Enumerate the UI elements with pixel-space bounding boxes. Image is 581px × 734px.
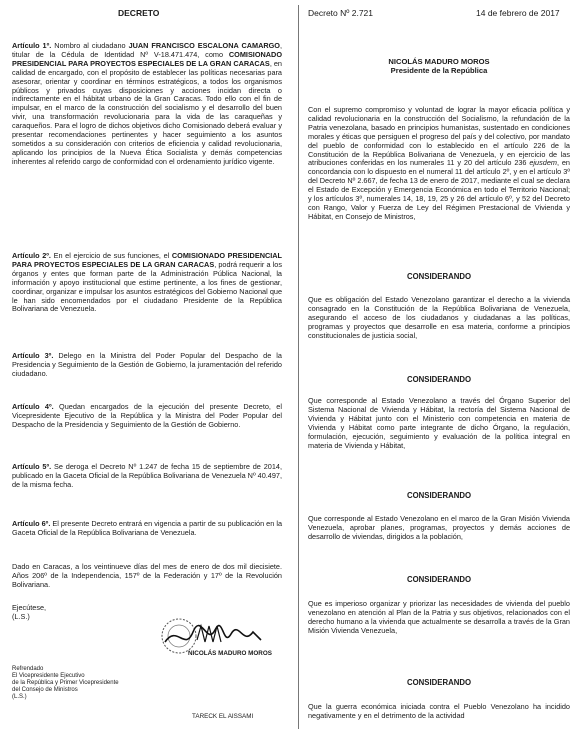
ejecutese-block: Ejecútese, (L.S.) [12, 603, 47, 621]
article-4: Artículo 4º. Quedan encargados de la ejecución del presente Decreto, el Vicepresidente Ejecutivo de la República y la Ministra del Poder Popular del Despacho de la Presidencia y Seguimiento de la Gestión de Gobierno. [12, 402, 282, 429]
considerando-heading: CONSIDERANDO [406, 272, 472, 281]
column-divider [298, 5, 299, 729]
article-6: Artículo 6º. El presente Decreto entrará en vigencia a partir de su publicación en la Gaceta Oficial de la República Bolivariana de Venezuela. [12, 519, 282, 537]
appointee-name: JUAN FRANCISCO ESCALONA CAMARGO [128, 41, 280, 50]
article-label: Artículo 4º. [12, 402, 54, 411]
article-1: Artículo 1º. Nombro al ciudadano JUAN FRANCISCO ESCALONA CAMARGO, titular de la Cédula de Identidad Nº V-18.471.474, como COMISIONADO PRESIDENCIAL PARA PROYECTOS ESPECIALES DE LA GRAN CARACAS, en calidad de encargado, con el propósito de establecer las políticas necesarias para asesorar, orientar y coordinar en términos estratégicos, a todos los organismos públicos y privados cuyas disposiciones y acciones incidan directa o indirectamente en el hábitat urbano de la Gran Caracas. Todo ello con el fin de impulsar, en el marco de la construcción del socialismo y el desarrollo del buen vivir, una transformación revolucionaria para la vida de las caraqueñas y caraqueños. Para el logro de dichos objetivos dicho Comisionado deberá evaluar y presentar recomendaciones pertinentes y hacer seguimiento a los asuntos sometidos a su consideración con criterios de eficiencia y calidad revolucionaria, aplicando los principios de la Nueva Ética Socialista y demás competencias inherentes al referido cargo de conformidad con el ordenamiento jurídico vigente. [12, 41, 282, 166]
considerando-5: Que la guerra económica iniciada contra el Pueblo Venezolano ha incidido negativamente y en el detrimento de la actividad [308, 702, 570, 720]
decree-number: Decreto Nº 2.721 [308, 8, 373, 18]
considerando-3: Que corresponde al Estado Venezolano en el marco de la Gran Misión Vivienda Venezuela, aprobar planes, programas, proyectos y demás acciones de desarrollo de viviendas, dirigidos a la población, [308, 514, 570, 541]
article-label: Artículo 1º. [12, 41, 52, 50]
considerando-2: Que corresponde al Estado Venezolano a través del Órgano Superior del Sistema Nacional de Vivienda y Hábitat, la rectoría del Sistema Nacional de Vivienda y Hábitat junto con el Ministerio con competencia en materia de Vivienda y Hábitat como parte integrante de dicho Órgano, la regulación, formulación, ejecución, seguimiento y evaluación de la política integral en materia de Vivienda y Hábitat, [308, 396, 570, 450]
signer-name: NICOLÁS MADURO MOROS [188, 650, 272, 657]
refrendado-name: TARECK EL AISSAMI [192, 713, 254, 720]
president-heading: NICOLÁS MADURO MOROS Presidente de la República [388, 57, 490, 75]
article-label: Artículo 2º. [12, 251, 51, 260]
article-2: Artículo 2º. En el ejercicio de sus funciones, el COMISIONADO PRESIDENCIAL PARA PROYECTOS ESPECIALES DE LA GRAN CARACAS, podrá requerir a los órganos y entes que forman parte de la Administración Pública Nacional, la información y apoyo institucional que estime pertinente, a los fines de gestionar, coordinar, organizar e impulsar los asuntos estratégicos del Gobierno Nacional que le han sido encomendados por el ciudadano Presidente de la República Bolivariana de Venezuela. [12, 251, 282, 314]
article-label: Artículo 5º. [12, 462, 52, 471]
article-5: Artículo 5º. Se deroga el Decreto Nº 1.247 de fecha 15 de septiembre de 2014, publicado en la Gaceta Oficial de la República Bolivariana de Venezuela Nº 40.497, de la misma fecha. [12, 462, 282, 489]
article-label: Artículo 6º. [12, 519, 51, 528]
considerando-heading: CONSIDERANDO [406, 678, 472, 687]
refrendado-block: Refrendado El Vicepresidente Ejecutivo de la República y Primer Vicepresidente del Consejo de Ministros (L.S.) [12, 666, 119, 700]
considerando-heading: CONSIDERANDO [406, 375, 472, 384]
considerando-heading: CONSIDERANDO [406, 491, 472, 500]
considerando-4: Que es imperioso organizar y priorizar las necesidades de vivienda del pueblo venezolano en atención al Plan de la Patria y sus objetivos, relacionados con el derecho humano a la vivienda que actualmente se desarrolla a través de la Gran Misión Vivienda Venezuela, [308, 599, 570, 635]
closing-paragraph: Dado en Caracas, a los veintinueve días del mes de enero de dos mil diecisiete. Años 206º de la Independencia, 157º de la Federación y 17º de la Revolución Bolivariana. [12, 562, 282, 589]
preamble: Con el supremo compromiso y voluntad de lograr la mayor eficacia política y calidad revolucionaria en la construcción del Socialismo, la refundación de la Patria venezolana, basado en principios humanistas, sustentado en condiciones morales y éticas que persiguen el progreso del país y del colectivo, por mandato del pueblo de conformidad con lo establecido en el artículo 226 de la Constitución de la República Bolivariana de Venezuela, y en ejercicio de las atribuciones conferidas en los numerales 11 y 20 del artículo 236 ejusdem, en concordancia con lo dispuesto en el numeral 11 del artículo 2º, y en el artículo 3º del Decreto Nº 2.667, de fecha 13 de enero de 2017, mediante el cual se declara el Estado de Excepción y Emergencia Económica en todo el Territorio Nacional; y los artículos 3º, numerales 14, 18, 19, 25 y 26 del artículo 6º, y 52 del Decreto con Rango, Valor y Fuerza de Ley del Régimen Prestacional de Vivienda y Hábitat, en Consejo de Ministros, [308, 105, 570, 221]
considerando-heading: CONSIDERANDO [406, 575, 472, 584]
considerando-1: Que es obligación del Estado Venezolano garantizar el derecho a la vivienda consagrado en la Constitución de la República Bolivariana de Venezuela, asegurando el acceso de los ciudadanos y ciudadanas a las políticas, programas y proyectos que desarrolle en esa materia, conforme a principios constitucionales de justicia social, [308, 295, 570, 340]
commission-title: COMISIONADO PRESIDENCIAL PARA PROYECTOS ESPECIALES DE LA GRAN CARACAS [12, 251, 282, 269]
article-3: Artículo 3º. Delego en la Ministra del Poder Popular del Despacho de la Presidencia y Seguimiento de la Gestión de Gobierno, la juramentación del referido ciudadano. [12, 351, 282, 378]
article-label: Artículo 3º. [12, 351, 54, 360]
decree-heading: DECRETO [118, 8, 160, 18]
commission-title: COMISIONADO PRESIDENCIAL PARA PROYECTOS ESPECIALES DE LA GRAN CARACAS [12, 49, 282, 68]
decree-date: 14 de febrero de 2017 [476, 8, 560, 18]
